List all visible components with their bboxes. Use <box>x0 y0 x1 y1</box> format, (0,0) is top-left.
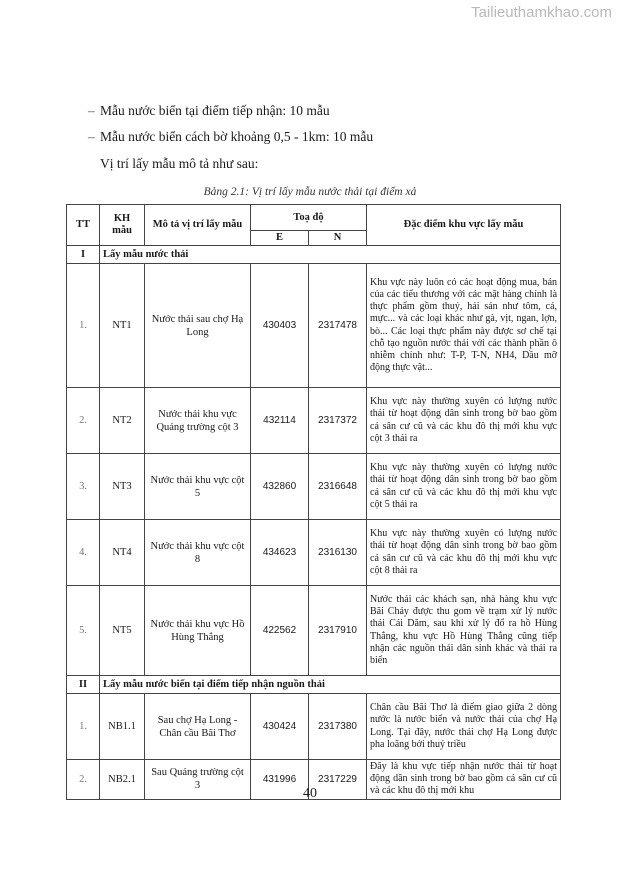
col-header-dacdiem: Đặc điểm khu vực lấy mẫu <box>367 205 561 246</box>
table-row <box>67 520 561 586</box>
table-row <box>67 388 561 454</box>
table-row <box>67 454 561 520</box>
header-row <box>67 205 561 231</box>
area-characteristics: Chân cầu Bãi Thơ là điểm giao giữa 2 dòng nước là nước biển và nước thải của chợ Hạ Long. Tại đây, nước thải chợ Hạ Long được pha loãng bởi thuỷ triều <box>367 694 561 760</box>
coord-n: 2316130 <box>309 520 367 586</box>
row-index: 5. <box>67 586 100 676</box>
coord-e: 434623 <box>251 520 309 586</box>
location-desc: Sau chợ Hạ Long - Chân cầu Bãi Thơ <box>145 694 251 760</box>
coord-n: 2317229 <box>309 760 367 800</box>
sample-code: NT5 <box>100 586 145 676</box>
bullet-text: Mẫu nước biển tại điểm tiếp nhận: 10 mẫu <box>100 103 330 118</box>
col-header-kh: KH mẫu <box>100 205 145 246</box>
row-index: 1. <box>67 694 100 760</box>
bullet-item <box>88 124 373 150</box>
row-index: 3. <box>67 454 100 520</box>
section-row <box>67 246 561 264</box>
coord-e: 430403 <box>251 264 309 388</box>
sample-code: NB1.1 <box>100 694 145 760</box>
dash-icon: – <box>88 103 95 118</box>
area-characteristics: Khu vực này thường xuyên có lượng nước thải từ hoạt động dân sinh trong bờ bao gồm cả sân cư cũ và các khu đô thị mới khu vực cột 5 thải ra <box>367 454 561 520</box>
location-desc: Nước thải khu vực cột 5 <box>145 454 251 520</box>
coord-e: 432114 <box>251 388 309 454</box>
dash-icon: – <box>88 129 95 144</box>
area-characteristics: Khu vực này thường xuyên có lượng nước thải từ hoạt động dân sinh trong bờ bao gồm cả sân cư cũ và các khu đô thị mới khu vực cột 3 thải ra <box>367 388 561 454</box>
coord-n: 2317478 <box>309 264 367 388</box>
section-title: Lấy mẫu nước biển tại điểm tiếp nhận nguồn thải <box>100 676 561 694</box>
watermark: Tailieuthamkhao.com <box>471 4 612 21</box>
row-index: 1. <box>67 264 100 388</box>
bullet-item <box>88 98 373 124</box>
col-header-n: N <box>309 231 367 246</box>
location-desc: Nước thải sau chợ Hạ Long <box>145 264 251 388</box>
intro-text: Vị trí lấy mẫu mô tả như sau: <box>100 156 259 171</box>
sample-code: NT2 <box>100 388 145 454</box>
coord-n: 2317380 <box>309 694 367 760</box>
row-index: 2. <box>67 388 100 454</box>
area-characteristics: Nước thải các khách sạn, nhà hàng khu vực Bãi Cháy được thu gom về trạm xử lý nước thải Cái Dăm, sau khi xử lý đổ ra hồ Hùng Thắng, khu vực Hồ Hùng Thắng cũng tiếp nhận các nguồn thải dân sinh khác và thải ra biển <box>367 586 561 676</box>
coord-e: 432860 <box>251 454 309 520</box>
row-index: 4. <box>67 520 100 586</box>
area-characteristics: Đây là khu vực tiếp nhận nước thải từ hoạt động dân sinh trong bờ bao gồm cả sân cư cũ và các khu đô thị mới khu <box>367 760 561 800</box>
area-characteristics: Khu vực này thường xuyên có lượng nước thải từ hoạt động dân sinh trong bờ bao gồm cả sân cư cũ và các khu đô thị mới khu vực cột 8 thải ra <box>367 520 561 586</box>
sampling-table <box>66 204 561 800</box>
sample-code: NB2.1 <box>100 760 145 800</box>
sample-code: NT4 <box>100 520 145 586</box>
coord-n: 2316648 <box>309 454 367 520</box>
bullet-list <box>88 98 373 150</box>
location-desc: Sau Quảng trường cột 3 <box>145 760 251 800</box>
section-row <box>67 676 561 694</box>
location-desc: Nước thải khu vực Hồ Hùng Thắng <box>145 586 251 676</box>
location-desc: Nước thải khu vực Quảng trường cột 3 <box>145 388 251 454</box>
col-header-toado: Toạ độ <box>251 205 367 231</box>
col-header-mota: Mô tả vị trí lấy mẫu <box>145 205 251 246</box>
coord-e: 422562 <box>251 586 309 676</box>
coord-e: 430424 <box>251 694 309 760</box>
row-index: 2. <box>67 760 100 800</box>
sample-code: NT3 <box>100 454 145 520</box>
section-roman: II <box>67 676 100 694</box>
coord-n: 2317910 <box>309 586 367 676</box>
table-caption: Bảng 2.1: Vị trí lấy mẫu nước thải tại điểm xả <box>203 186 417 198</box>
sample-code: NT1 <box>100 264 145 388</box>
col-header-e: E <box>251 231 309 246</box>
section-roman: I <box>67 246 100 264</box>
table-row <box>67 264 561 388</box>
section-title: Lấy mẫu nước thải <box>100 246 561 264</box>
coord-e: 431996 <box>251 760 309 800</box>
page-number: 40 <box>303 786 317 801</box>
table-row <box>67 586 561 676</box>
table-row <box>67 694 561 760</box>
area-characteristics: Khu vực này luôn có các hoạt động mua, bán của các tiểu thương với các mặt hàng chính là thực phẩm gồm thuỷ, hải sản như tôm, cá, mực... và các loại khác như gà, vịt, ngan, lợn, bò... Các loại thực phẩm này được sơ chế tại chỗ tạo nguồn nước thải với các thành phần ô nhiễm chính như: T-P, T-N, NH4, Dầu mỡ động thực vật... <box>367 264 561 388</box>
coord-n: 2317372 <box>309 388 367 454</box>
location-desc: Nước thải khu vực cột 8 <box>145 520 251 586</box>
col-header-tt: TT <box>67 205 100 246</box>
bullet-text: Mẫu nước biển cách bờ khoảng 0,5 - 1km: 10 mẫu <box>100 129 374 144</box>
